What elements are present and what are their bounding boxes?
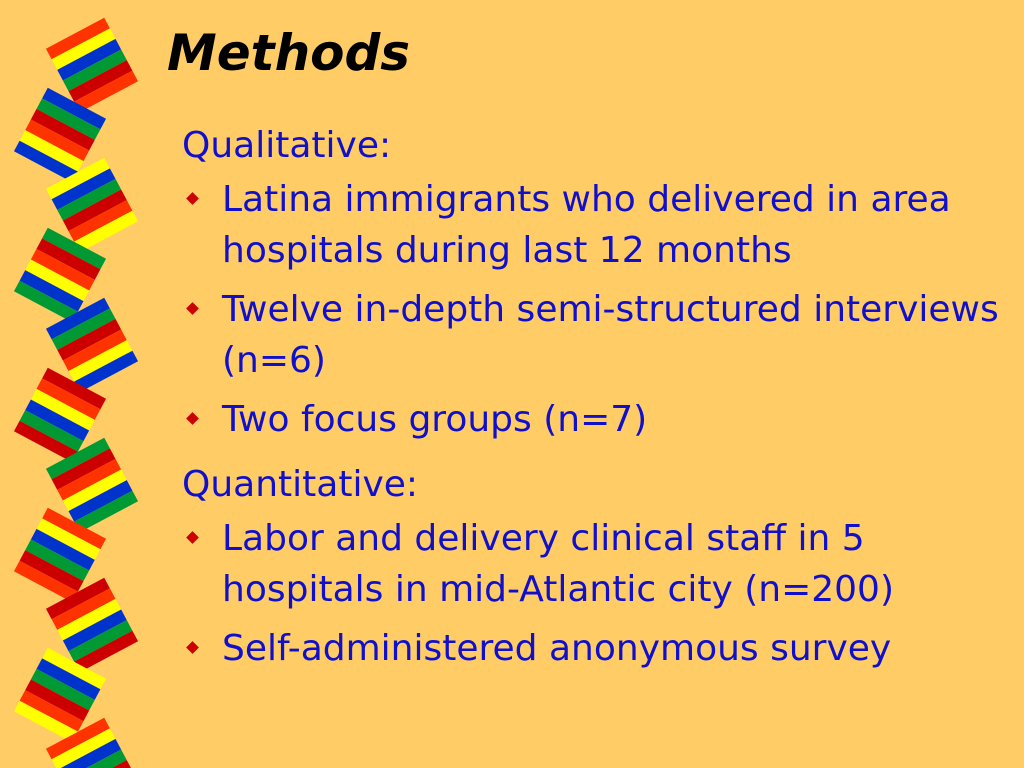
bullet-item <box>182 174 1012 276</box>
bullet-text: Twelve in-depth semi-structured interviews (n=6) <box>222 289 999 381</box>
diamond-bullet-icon <box>186 641 199 654</box>
bullet-item <box>182 623 1012 674</box>
qualitative-bullet-list <box>182 174 1012 445</box>
bullet-item <box>182 284 1012 386</box>
dna-helix-border <box>0 0 140 768</box>
section-heading-quantitative: Quantitative: <box>182 464 419 505</box>
bullet-item <box>182 394 1012 445</box>
bullet-text: Labor and delivery clinical staff in 5 hospitals in mid-Atlantic city (n=200) <box>222 518 894 610</box>
slide-title: Methods <box>167 24 411 82</box>
bullet-text: Two focus groups (n=7) <box>222 399 648 440</box>
bullet-text: Self-administered anonymous survey <box>222 628 892 669</box>
slide-content <box>182 122 1012 682</box>
bullet-item <box>182 513 1012 615</box>
bullet-text: Latina immigrants who delivered in area hospitals during last 12 months <box>222 179 951 271</box>
diamond-bullet-icon <box>186 302 199 315</box>
quantitative-bullet-list <box>182 513 1012 674</box>
diamond-bullet-icon <box>186 531 199 544</box>
section-heading-qualitative: Qualitative: <box>182 125 392 166</box>
diamond-bullet-icon <box>186 192 199 205</box>
diamond-bullet-icon <box>186 412 199 425</box>
